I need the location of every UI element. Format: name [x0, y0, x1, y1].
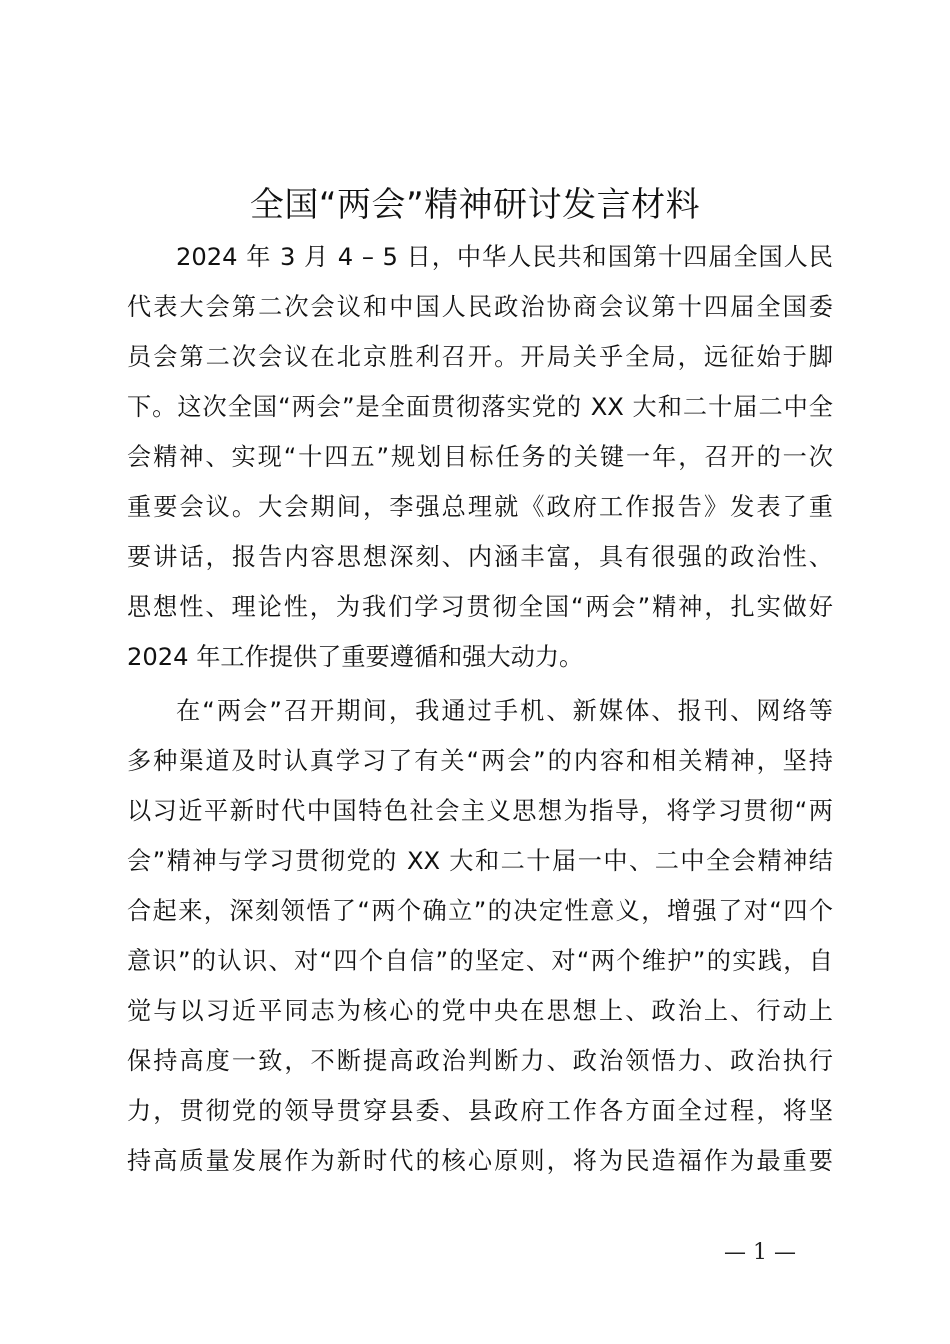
paragraph-line: 2024 年 3 月 4 – 5 日，中华人民共和国第十四届全国人民: [176, 243, 833, 271]
paragraph-line: 员会第二次会议在北京胜利召开。开局关乎全局，远征始于脚: [127, 343, 833, 371]
paragraph-line: 合起来，深刻领悟了“两个确立”的决定性意义，增强了对“四个: [127, 897, 834, 925]
paragraph-line: 以习近平新时代中国特色社会主义思想为指导，将学习贯彻“两: [127, 797, 833, 825]
paragraph-line: 觉与以习近平同志为核心的党中央在思想上、政治上、行动上: [127, 997, 833, 1025]
page-number: — 1 —: [724, 1240, 796, 1265]
paragraph-line: 下。这次全国“两会”是全面贯彻落实党的 XX 大和二十届二中全: [127, 393, 833, 421]
paragraph-line: 思想性、理论性，为我们学习贯彻全国“两会”精神，扎实做好: [127, 593, 833, 621]
paragraph-line: 代表大会第二次会议和中国人民政治协商会议第十四届全国委: [127, 293, 833, 321]
paragraph-line: 2024 年工作提供了重要遵循和强大动力。: [127, 643, 584, 671]
paragraph-line: 要讲话，报告内容思想深刻、内涵丰富，具有很强的政治性、: [127, 543, 833, 571]
paragraph-line: 会”精神与学习贯彻党的 XX 大和二十届一中、二中全会精神结: [127, 847, 833, 875]
paragraph-2: [127, 686, 833, 1186]
paragraph-1: [127, 232, 833, 682]
paragraph-line: 保持高度一致，不断提高政治判断力、政治领悟力、政治执行: [127, 1047, 833, 1075]
paragraph-line: 意识”的认识、对“四个自信”的坚定、对“两个维护”的实践，自: [127, 947, 833, 975]
paragraph-line: 在“两会”召开期间，我通过手机、新媒体、报刊、网络等: [176, 697, 833, 725]
paragraph-line: 力，贯彻党的领导贯穿县委、县政府工作各方面全过程，将坚: [127, 1097, 833, 1125]
paragraph-line: 多种渠道及时认真学习了有关“两会”的内容和相关精神，坚持: [127, 747, 833, 775]
document-title: 全国“两会”精神研讨发言材料: [249, 185, 701, 225]
paragraph-line: 会精神、实现“十四五”规划目标任务的关键一年，召开的一次: [127, 443, 833, 471]
paragraph-line: 持高质量发展作为新时代的核心原则，将为民造福作为最重要: [127, 1147, 833, 1175]
paragraph-line: 重要会议。大会期间，李强总理就《政府工作报告》发表了重: [127, 493, 833, 521]
document-body: [127, 232, 833, 1186]
